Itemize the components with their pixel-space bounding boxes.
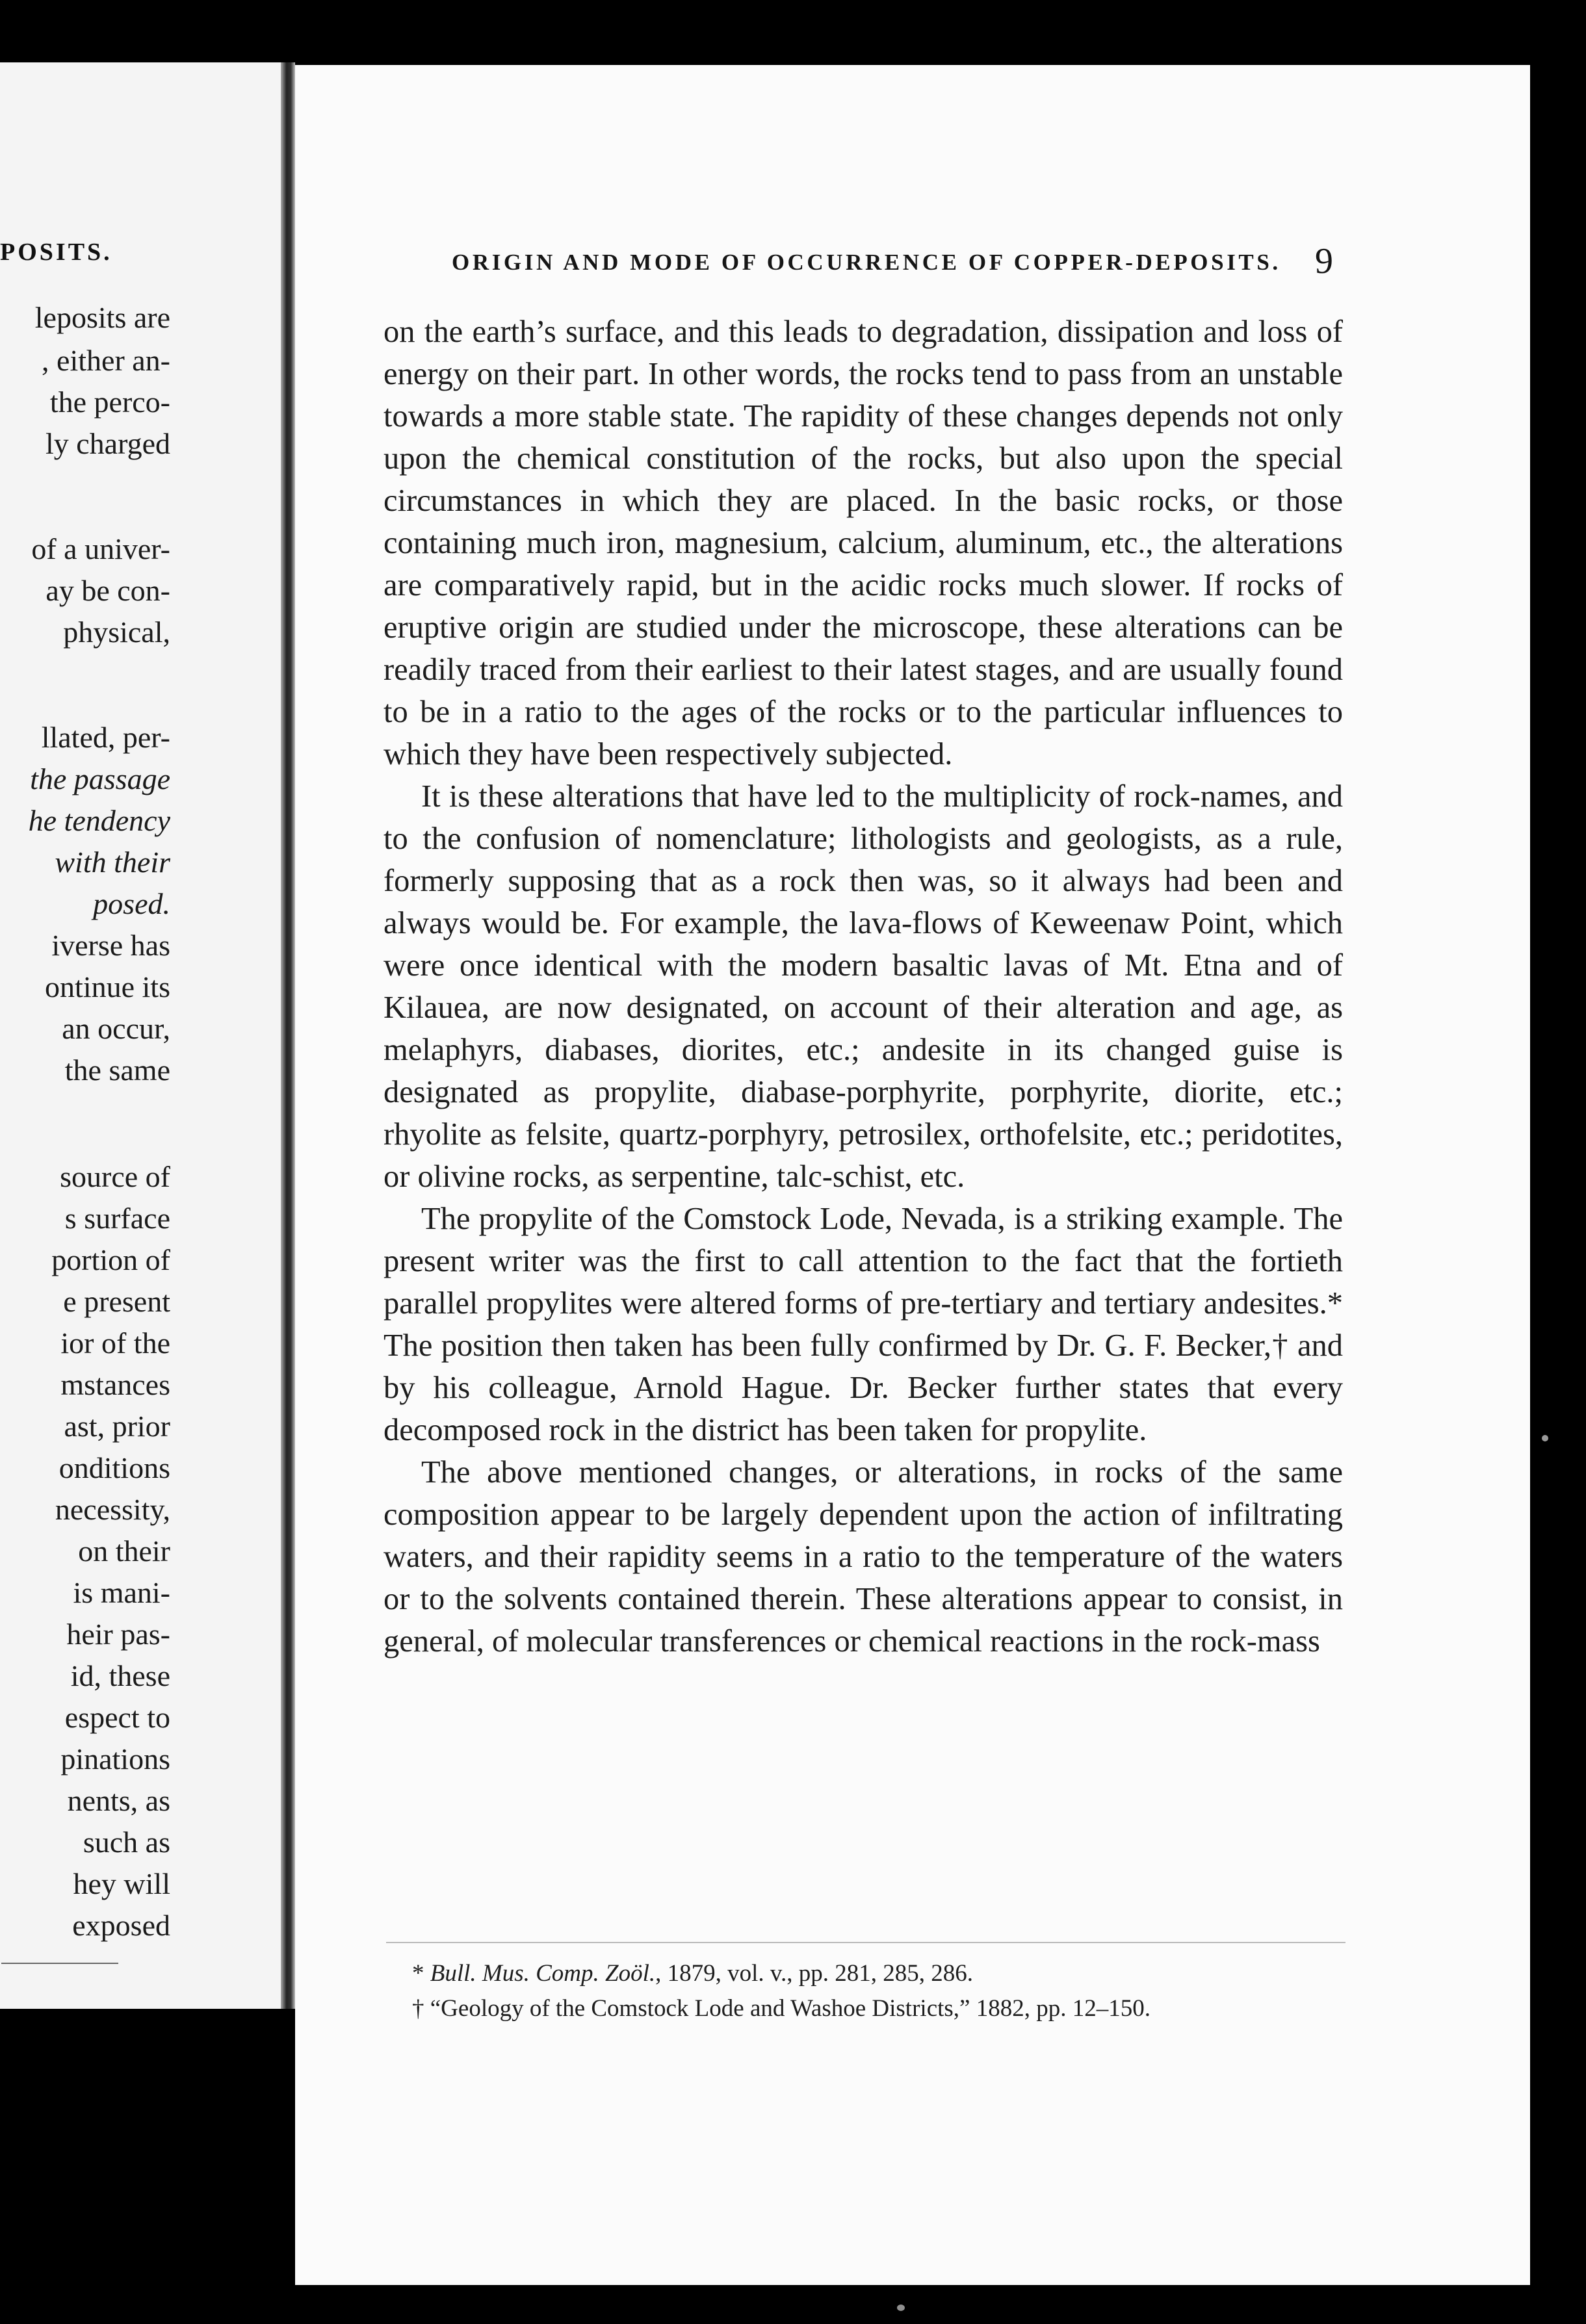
left-page-line: espect to: [64, 1701, 170, 1734]
footnote-mark: †: [412, 1995, 424, 2022]
left-page-line: such as: [83, 1826, 170, 1859]
left-page: [0, 62, 281, 2009]
footnotes: [412, 1956, 1387, 2026]
left-page-line: ast, prior: [64, 1410, 170, 1443]
left-page-line: iverse has: [51, 929, 170, 962]
book-gutter: [281, 62, 295, 2009]
left-page-line: onditions: [58, 1451, 170, 1484]
paragraph: The above mentioned changes, or alterations, in rocks of the same composition appear to be largely dependent upon the action of infiltrating waters, and their rapidity seems in a ratio to the temperature of the waters or to the solvents contained therein. These alterations appear to consist, in general, of molecular transferences or chemical reactions in the rock-mass: [384, 1455, 1343, 1659]
left-page-line: pinations: [60, 1742, 170, 1775]
left-page-line: heir pas-: [66, 1618, 170, 1651]
left-page-line: with their: [55, 846, 170, 879]
paragraph: The propylite of the Comstock Lode, Nevada, is a striking example. The present writer was the first to call attention to the fact that the fortieth parallel propylites were altered forms of pre-tertiary and tertiary andesites.* The position then taken has been fully confirmed by Dr. G. F. Becker,† and by his colleague, Arnold Hague. Dr. Becker further states that every decomposed rock in the district has been taken for propylite.: [384, 1202, 1343, 1447]
scan-speck: [1542, 1435, 1548, 1441]
left-page-line: the perco-: [49, 385, 170, 419]
left-page-line: ior of the: [60, 1326, 170, 1360]
right-page: [295, 65, 1530, 2285]
left-page-line: an occur,: [62, 1012, 170, 1045]
left-page-line: , either an-: [42, 344, 170, 377]
left-page-line: e present: [63, 1285, 170, 1318]
left-page-line: the same: [64, 1053, 170, 1087]
left-page-running-title: POSITS.: [0, 239, 112, 266]
left-page-line: id, these: [70, 1659, 170, 1692]
left-page-line: llated, per-: [41, 721, 170, 754]
paragraph: It is these alterations that have led to the multiplicity of rock-names, and to the confusion of nomenclature; lithologists and geologists, as a rule, formerly supposing that as a rock then was, so it always had been and always would be. For example, the lava-flows of Keweenaw Point, which were once identical with the modern basaltic lavas of Mt. Etna and of Kilauea, are now designated, on account of their alteration and age, as melaphyrs, diabases, diorites, etc.; andesite in its changed guise is designated as propylite, diabase-porphyrite, porphyrite, diorite, etc.; rhyolite as felsite, quartz-porphyry, petrosilex, orthofelsite, etc.; peridotites, or olivine rocks, as serpentine, talc-schist, etc.: [384, 779, 1343, 1194]
left-page-line: s surface: [64, 1202, 170, 1235]
page-number: 9: [1315, 241, 1333, 281]
left-page-line: ly charged: [45, 427, 170, 460]
left-page-line: leposits are: [34, 301, 170, 334]
footnote-citation: “Geology of the Comstock Lode and Washoe Districts,” 1882, pp. 12–150.: [430, 1995, 1150, 2022]
left-footnote-rule: [1, 1963, 118, 1964]
footnote-source-title: Bull. Mus. Comp. Zoöl.: [430, 1960, 656, 1987]
left-page-line: portion of: [51, 1243, 170, 1276]
left-page-line: posed.: [93, 887, 170, 920]
running-title: ORIGIN AND MODE OF OCCURRENCE OF COPPER-DEPOSITS.: [452, 250, 1281, 275]
left-page-line: on their: [78, 1534, 170, 1568]
left-page-line: ay be con-: [46, 574, 170, 607]
left-page-line: source of: [60, 1160, 170, 1193]
footnote-rule: [386, 1942, 1346, 1943]
footnote: [412, 1956, 1387, 1991]
left-page-line: mstances: [60, 1368, 170, 1401]
scan-speck: [897, 2305, 905, 2311]
left-page-line: is mani-: [73, 1576, 170, 1609]
left-page-line: necessity,: [55, 1493, 170, 1526]
left-page-line: the passage: [30, 762, 170, 795]
paragraph: on the earth’s surface, and this leads to degradation, dissipation and loss of energy on their part. In other words, the rocks tend to pass from an unstable towards a more stable state. The rapidity of these changes depends not only upon the chemical constitution of the rocks, but also upon the special circumstances in which they are placed. In the basic rocks, or those containing much iron, magnesium, calcium, aluminum, etc., the alterations are comparatively rapid, but in the acidic rocks much slower. If rocks of eruptive origin are studied under the microscope, these alterations can be readily traced from their earliest to their latest stages, and are usually found to be in a ratio to the ages of the rocks or to the particular influences to which they have been respectively subjected.: [384, 315, 1343, 771]
left-page-line: hey will: [73, 1867, 170, 1900]
left-page-line: ontinue its: [45, 970, 170, 1003]
left-page-line: of a univer-: [31, 532, 170, 565]
left-page-line: nents, as: [67, 1784, 170, 1817]
left-page-line: physical,: [63, 615, 170, 649]
footnote-citation: , 1879, vol. v., pp. 281, 285, 286.: [655, 1960, 974, 1987]
footnote: [412, 1991, 1387, 2026]
left-page-line: exposed: [72, 1909, 170, 1942]
left-page-line: he tendency: [28, 804, 170, 837]
body-text: [384, 311, 1343, 1662]
footnote-mark: *: [412, 1960, 424, 1987]
